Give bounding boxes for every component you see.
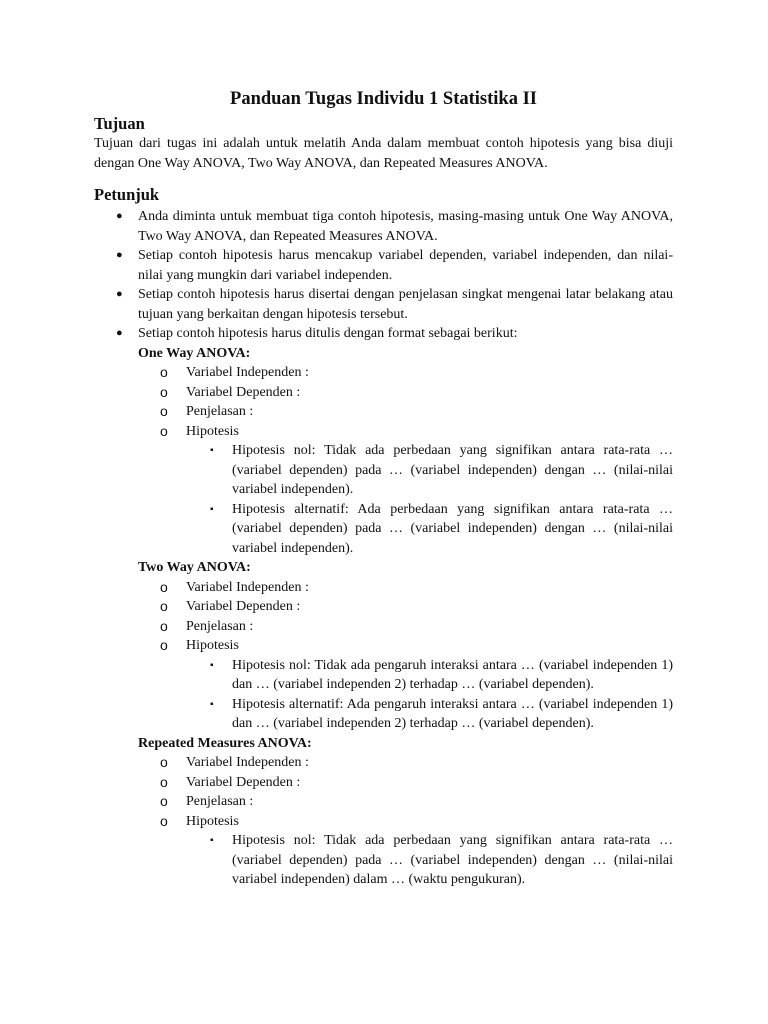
circle-bullet-icon: o [160,403,168,419]
hypothesis-text: Hipotesis alternatif: Ada perbedaan yang signifikan antara rata-rata … (variabel dependen) pada … (variabel independen) dengan … (nilai-nilai variabel independen). [232,501,673,556]
hypothesis-list [186,656,673,734]
format-field [160,578,673,598]
circle-bullet-icon: o [160,637,168,653]
format-one-way-anova [94,344,673,559]
format-field-list [94,753,673,890]
tujuan-heading: Tujuan [94,114,145,133]
square-bullet-icon: ▪ [210,659,214,671]
hypothesis-text: Hipotesis nol: Tidak ada pengaruh interaksi antara … (variabel independen 1) dan … (variabel independen 2) terhadap … (variabel dependen). [232,657,673,692]
format-field-label: Hipotesis [186,638,239,653]
petunjuk-item [94,324,673,344]
format-heading: One Way ANOVA: [138,345,251,361]
format-field [160,753,673,773]
format-field-label: Hipotesis [186,423,239,439]
petunjuk-item-text: Setiap contoh hipotesis harus disertai dengan penjelasan singkat mengenai latar belakang atau tujuan yang berkaitan dengan hipotesis tersebut. [138,287,673,322]
format-field [160,773,673,793]
hypothesis-item [210,500,673,559]
format-field [160,383,673,403]
square-bullet-icon: ▪ [210,503,214,515]
format-field-label: Penjelasan : [186,618,254,634]
format-field-label: Variabel Independen : [186,579,309,595]
petunjuk-item [94,285,673,324]
circle-bullet-icon: o [160,364,168,380]
circle-bullet-icon: o [160,578,168,595]
bullet-icon: ● [116,288,123,300]
circle-bullet-icon: o [160,812,168,829]
hypothesis-item [210,656,673,695]
circle-bullet-icon: o [160,422,168,439]
format-field-label: Penjelasan : [186,404,254,419]
format-heading: Repeated Measures ANOVA: [138,735,312,751]
hypothesis-list [186,831,673,890]
format-field [160,812,673,890]
hypothesis-item [210,831,673,890]
hypothesis-item [210,441,673,500]
circle-bullet-icon: o [160,617,168,634]
petunjuk-item-text: Anda diminta untuk membuat tiga contoh hipotesis, masing-masing untuk One Way ANOVA, Two Way ANOVA, dan Repeated Measures ANOVA. [138,209,673,244]
petunjuk-item-text: Setiap contoh hipotesis harus mencakup variabel dependen, variabel independen, dan nilai-nilai yang mungkin dari variabel independen. [138,248,673,283]
format-field-label: Variabel Dependen : [186,599,301,614]
square-bullet-icon: ▪ [210,835,214,846]
petunjuk-list [94,207,673,344]
petunjuk-heading: Petunjuk [94,185,160,204]
format-field-label: Variabel Dependen : [186,384,301,400]
format-field-list [94,578,673,734]
bullet-icon: ● [116,210,123,222]
format-field-list [94,363,673,558]
petunjuk-item [94,207,673,246]
format-field-label: Variabel Independen : [186,755,309,770]
square-bullet-icon: ▪ [210,698,214,710]
format-field [160,422,673,559]
format-field [160,792,673,812]
format-heading: Two Way ANOVA: [138,560,251,575]
petunjuk-item [94,246,673,285]
hypothesis-text: Hipotesis nol: Tidak ada perbedaan yang signifikan antara rata-rata … (variabel dependen) pada … (variabel independen) dengan … (nilai-nilai variabel independen). [232,443,673,497]
format-field [160,636,673,734]
hypothesis-item [210,695,673,734]
format-field-label: Penjelasan : [186,794,254,809]
circle-bullet-icon: o [160,598,168,614]
format-field [160,617,673,637]
format-field [160,363,673,383]
circle-bullet-icon: o [160,383,168,400]
document-title: Panduan Tugas Individu 1 Statistika II [230,89,537,109]
format-field [160,402,673,422]
bullet-icon: ● [116,249,123,261]
format-repeated-measures-anova [94,734,673,890]
format-field-label: Variabel Dependen : [186,774,301,790]
format-field [160,597,673,617]
hypothesis-text: Hipotesis alternatif: Ada pengaruh interaksi antara … (variabel independen 1) dan … (variabel independen 2) terhadap … (variabel dependen). [232,696,673,731]
format-field-label: Variabel Independen : [186,365,309,380]
bullet-icon: ● [116,327,123,339]
hypothesis-list [186,441,673,558]
circle-bullet-icon: o [160,773,168,790]
circle-bullet-icon: o [160,793,168,809]
format-two-way-anova [94,558,673,734]
tujuan-paragraph: Tujuan dari tugas ini adalah untuk melatih Anda dalam membuat contoh hipotesis yang bisa diuji dengan One Way ANOVA, Two Way ANOVA, dan Repeated Measures ANOVA. [94,136,673,171]
format-field-label: Hipotesis [186,813,239,829]
square-bullet-icon: ▪ [210,445,214,456]
hypothesis-text: Hipotesis nol: Tidak ada perbedaan yang signifikan antara rata-rata … (variabel dependen) pada … (variabel independen) dengan … (nilai-nilai variabel independen) dalam … (waktu pengukuran). [232,833,673,887]
petunjuk-item-text: Setiap contoh hipotesis harus ditulis dengan format sebagai berikut: [138,326,518,341]
circle-bullet-icon: o [160,754,168,770]
